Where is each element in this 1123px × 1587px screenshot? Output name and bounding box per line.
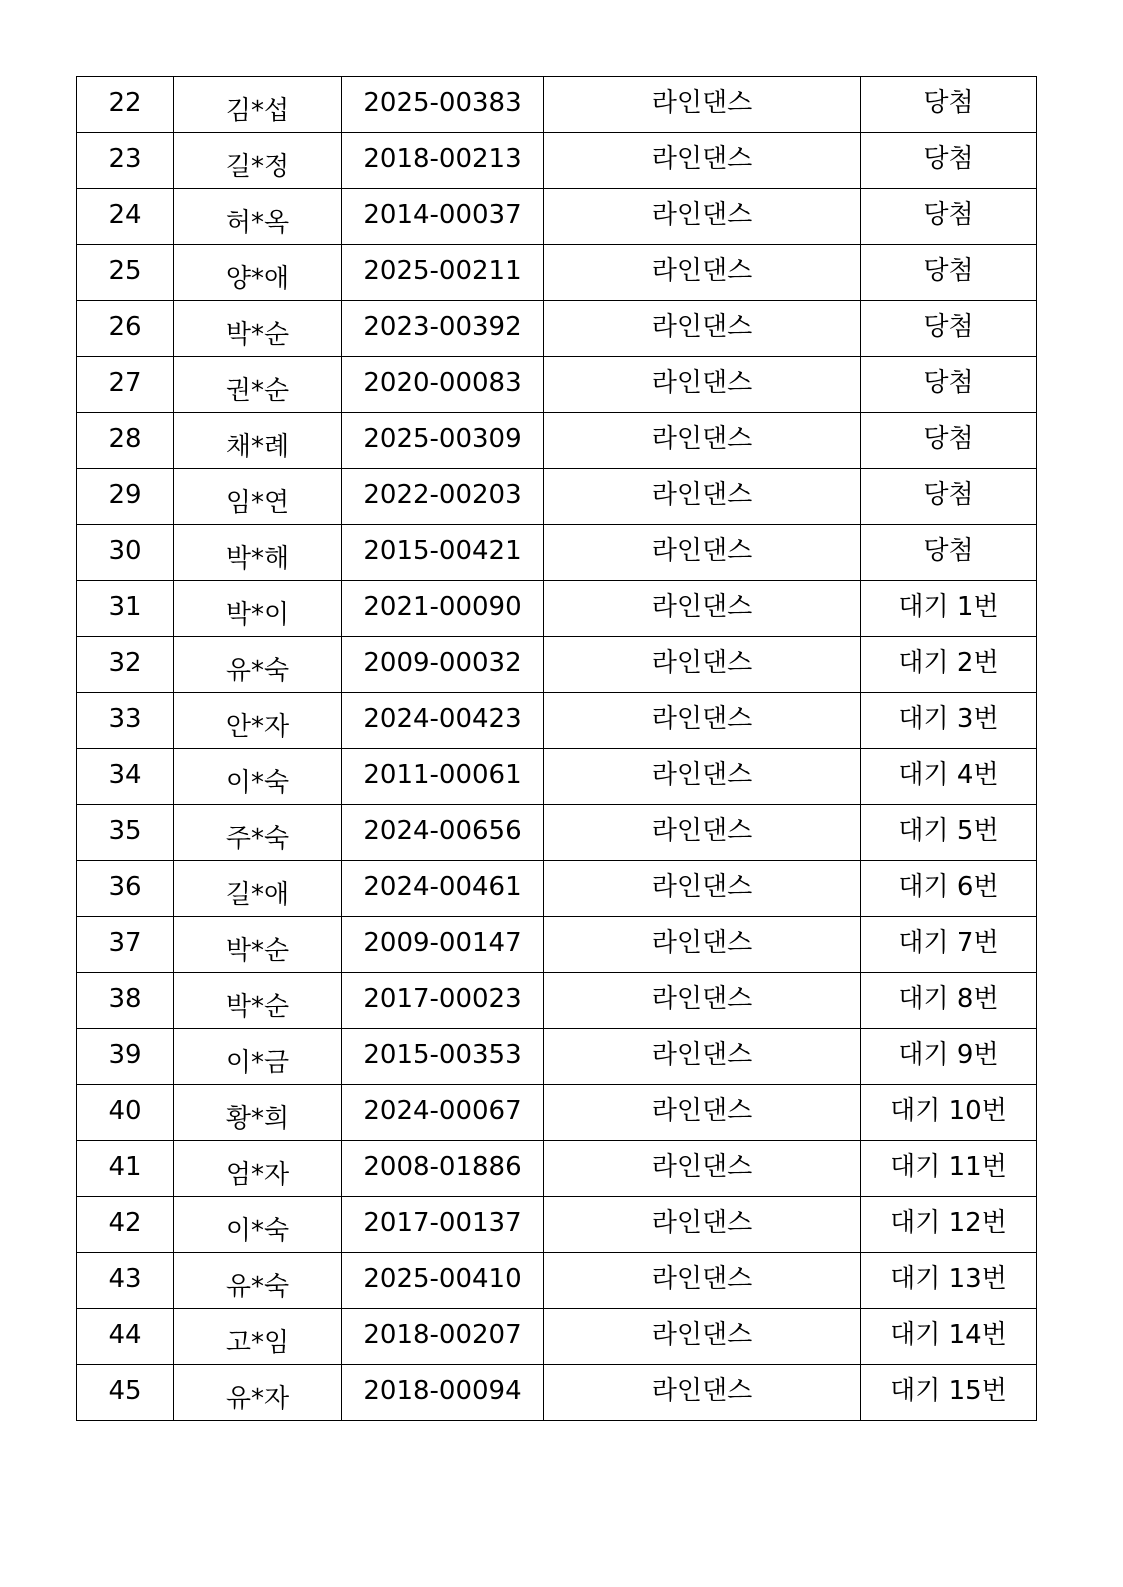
applicant-name-cell [174, 973, 342, 1029]
member-id-cell [342, 693, 544, 749]
program-name-text: 라인댄스 [651, 983, 753, 1014]
member-id-cell [342, 189, 544, 245]
applicant-name-text: 이*금 [225, 1047, 290, 1078]
applicant-name-cell [174, 1253, 342, 1309]
row-number-cell [77, 973, 174, 1029]
applicant-name-cell [174, 189, 342, 245]
program-name-cell [544, 525, 861, 581]
row-number-cell [77, 357, 174, 413]
program-name-text: 라인댄스 [651, 423, 753, 454]
result-status-cell [861, 1253, 1037, 1309]
result-status-text: 당첨 [923, 535, 974, 566]
applicant-name-cell [174, 1029, 342, 1085]
program-name-cell [544, 189, 861, 245]
member-id-text: 2025-00383 [363, 87, 522, 118]
result-status-text: 당첨 [923, 199, 974, 230]
result-status-cell [861, 1029, 1037, 1085]
member-id-text: 2024-00423 [363, 703, 522, 734]
row-number-cell [77, 525, 174, 581]
row-number-cell [77, 861, 174, 917]
result-status-cell [861, 1141, 1037, 1197]
result-table-body [77, 77, 1037, 1421]
result-status-cell [861, 973, 1037, 1029]
table-row [77, 245, 1037, 301]
result-status-cell [861, 469, 1037, 525]
member-id-cell [342, 861, 544, 917]
table-row [77, 469, 1037, 525]
program-name-text: 라인댄스 [651, 927, 753, 958]
applicant-name-text: 김*섭 [225, 95, 290, 126]
member-id-text: 2018-00213 [363, 143, 522, 174]
applicant-name-text: 권*순 [225, 375, 290, 406]
applicant-name-cell [174, 245, 342, 301]
result-status-text: 당첨 [923, 255, 974, 286]
result-status-cell [861, 1197, 1037, 1253]
member-id-cell [342, 77, 544, 133]
row-number-cell [77, 245, 174, 301]
program-name-cell [544, 469, 861, 525]
row-number-text: 33 [108, 703, 142, 734]
program-name-cell [544, 861, 861, 917]
row-number-text: 43 [108, 1263, 142, 1294]
applicant-name-cell [174, 637, 342, 693]
result-status-text: 대기 5번 [898, 815, 999, 846]
program-name-text: 라인댄스 [651, 815, 753, 846]
applicant-name-cell [174, 1141, 342, 1197]
row-number-cell [77, 301, 174, 357]
row-number-text: 29 [108, 479, 142, 510]
row-number-cell [77, 469, 174, 525]
member-id-text: 2011-00061 [363, 759, 522, 790]
result-status-text: 대기 15번 [890, 1375, 1007, 1406]
row-number-text: 38 [108, 983, 142, 1014]
member-id-text: 2018-00094 [363, 1375, 522, 1406]
row-number-cell [77, 413, 174, 469]
row-number-cell [77, 1141, 174, 1197]
applicant-name-text: 채*례 [225, 431, 290, 462]
member-id-cell [342, 637, 544, 693]
member-id-text: 2023-00392 [363, 311, 522, 342]
result-status-text: 대기 11번 [890, 1151, 1007, 1182]
member-id-text: 2014-00037 [363, 199, 522, 230]
applicant-name-cell [174, 469, 342, 525]
row-number-text: 45 [108, 1375, 142, 1406]
member-id-text: 2021-00090 [363, 591, 522, 622]
result-status-cell [861, 357, 1037, 413]
result-status-text: 대기 12번 [890, 1207, 1007, 1238]
program-name-cell [544, 77, 861, 133]
program-name-cell [544, 1085, 861, 1141]
member-id-cell [342, 357, 544, 413]
applicant-name-text: 박*순 [225, 319, 290, 350]
applicant-name-cell [174, 525, 342, 581]
applicant-name-text: 고*임 [225, 1327, 290, 1358]
result-status-cell [861, 581, 1037, 637]
table-row [77, 1197, 1037, 1253]
member-id-cell [342, 917, 544, 973]
result-status-cell [861, 133, 1037, 189]
program-name-text: 라인댄스 [651, 1039, 753, 1070]
member-id-cell [342, 1141, 544, 1197]
result-status-text: 당첨 [923, 143, 974, 174]
applicant-name-text: 박*해 [225, 543, 290, 574]
program-name-text: 라인댄스 [651, 1319, 753, 1350]
table-row [77, 413, 1037, 469]
program-name-cell [544, 301, 861, 357]
result-status-text: 당첨 [923, 479, 974, 510]
program-name-cell [544, 1365, 861, 1421]
table-row [77, 1253, 1037, 1309]
applicant-name-text: 길*정 [225, 151, 290, 182]
program-name-text: 라인댄스 [651, 647, 753, 678]
member-id-text: 2009-00032 [363, 647, 522, 678]
member-id-cell [342, 301, 544, 357]
applicant-name-cell [174, 133, 342, 189]
member-id-text: 2015-00353 [363, 1039, 522, 1070]
program-name-text: 라인댄스 [651, 871, 753, 902]
program-name-text: 라인댄스 [651, 1151, 753, 1182]
member-id-cell [342, 805, 544, 861]
member-id-cell [342, 1309, 544, 1365]
result-status-cell [861, 749, 1037, 805]
row-number-text: 28 [108, 423, 142, 454]
member-id-cell [342, 1085, 544, 1141]
member-id-text: 2017-00023 [363, 983, 522, 1014]
program-name-cell [544, 973, 861, 1029]
table-row [77, 1365, 1037, 1421]
member-id-cell [342, 973, 544, 1029]
applicant-name-cell [174, 917, 342, 973]
member-id-cell [342, 1197, 544, 1253]
program-name-text: 라인댄스 [651, 479, 753, 510]
table-row [77, 581, 1037, 637]
applicant-name-text: 박*순 [225, 991, 290, 1022]
result-status-cell [861, 1085, 1037, 1141]
member-id-cell [342, 1029, 544, 1085]
applicant-name-cell [174, 1309, 342, 1365]
member-id-cell [342, 749, 544, 805]
row-number-text: 42 [108, 1207, 142, 1238]
applicant-name-cell [174, 1365, 342, 1421]
result-status-cell [861, 413, 1037, 469]
member-id-cell [342, 1253, 544, 1309]
member-id-cell [342, 525, 544, 581]
row-number-text: 32 [108, 647, 142, 678]
result-status-text: 대기 1번 [898, 591, 999, 622]
program-name-cell [544, 805, 861, 861]
result-status-text: 대기 3번 [898, 703, 999, 734]
table-row [77, 133, 1037, 189]
applicant-name-text: 이*숙 [225, 1215, 290, 1246]
program-name-cell [544, 413, 861, 469]
program-name-text: 라인댄스 [651, 591, 753, 622]
member-id-cell [342, 245, 544, 301]
member-id-text: 2009-00147 [363, 927, 522, 958]
table-row [77, 301, 1037, 357]
table-row [77, 805, 1037, 861]
member-id-text: 2022-00203 [363, 479, 522, 510]
member-id-cell [342, 413, 544, 469]
program-name-cell [544, 581, 861, 637]
table-row [77, 749, 1037, 805]
program-name-text: 라인댄스 [651, 311, 753, 342]
member-id-text: 2020-00083 [363, 367, 522, 398]
table-row [77, 1309, 1037, 1365]
row-number-cell [77, 1253, 174, 1309]
row-number-cell [77, 1365, 174, 1421]
result-status-text: 대기 10번 [890, 1095, 1007, 1126]
applicant-name-cell [174, 805, 342, 861]
row-number-text: 36 [108, 871, 142, 902]
table-row [77, 973, 1037, 1029]
table-row [77, 357, 1037, 413]
result-status-cell [861, 861, 1037, 917]
member-id-text: 2024-00067 [363, 1095, 522, 1126]
result-status-cell [861, 301, 1037, 357]
applicant-name-text: 안*자 [225, 711, 290, 742]
result-status-cell [861, 693, 1037, 749]
applicant-name-text: 임*연 [225, 487, 290, 518]
result-status-text: 대기 7번 [898, 927, 999, 958]
result-status-text: 대기 2번 [898, 647, 999, 678]
program-name-text: 라인댄스 [651, 703, 753, 734]
program-name-cell [544, 637, 861, 693]
row-number-cell [77, 637, 174, 693]
result-status-text: 당첨 [923, 367, 974, 398]
program-name-text: 라인댄스 [651, 1207, 753, 1238]
row-number-text: 26 [108, 311, 142, 342]
table-row [77, 637, 1037, 693]
table-row [77, 1085, 1037, 1141]
row-number-cell [77, 805, 174, 861]
member-id-text: 2025-00410 [363, 1263, 522, 1294]
result-status-text: 대기 14번 [890, 1319, 1007, 1350]
applicant-name-text: 길*애 [225, 879, 290, 910]
row-number-text: 22 [108, 87, 142, 118]
row-number-text: 34 [108, 759, 142, 790]
row-number-text: 30 [108, 535, 142, 566]
row-number-cell [77, 133, 174, 189]
table-row [77, 189, 1037, 245]
row-number-text: 37 [108, 927, 142, 958]
row-number-text: 25 [108, 255, 142, 286]
row-number-text: 31 [108, 591, 142, 622]
result-status-cell [861, 637, 1037, 693]
row-number-text: 41 [108, 1151, 142, 1182]
result-status-cell [861, 1365, 1037, 1421]
program-name-text: 라인댄스 [651, 759, 753, 790]
row-number-cell [77, 1085, 174, 1141]
row-number-text: 27 [108, 367, 142, 398]
applicant-name-cell [174, 413, 342, 469]
row-number-cell [77, 1197, 174, 1253]
applicant-name-cell [174, 581, 342, 637]
row-number-text: 35 [108, 815, 142, 846]
applicant-name-cell [174, 301, 342, 357]
result-status-cell [861, 1309, 1037, 1365]
applicant-name-text: 이*숙 [225, 767, 290, 798]
table-row [77, 861, 1037, 917]
table-row [77, 77, 1037, 133]
applicant-name-text: 황*희 [225, 1103, 290, 1134]
result-status-text: 대기 6번 [898, 871, 999, 902]
row-number-cell [77, 917, 174, 973]
table-row [77, 525, 1037, 581]
applicant-name-text: 박*순 [225, 935, 290, 966]
applicant-name-text: 주*숙 [225, 823, 290, 854]
program-name-cell [544, 1309, 861, 1365]
program-name-cell [544, 357, 861, 413]
table-row [77, 693, 1037, 749]
row-number-cell [77, 1029, 174, 1085]
row-number-text: 24 [108, 199, 142, 230]
program-name-cell [544, 1253, 861, 1309]
program-name-cell [544, 749, 861, 805]
applicant-name-text: 엄*자 [225, 1159, 290, 1190]
program-name-text: 라인댄스 [651, 367, 753, 398]
applicant-name-text: 유*자 [225, 1383, 290, 1414]
applicant-name-cell [174, 861, 342, 917]
row-number-cell [77, 749, 174, 805]
program-name-cell [544, 1141, 861, 1197]
result-status-text: 대기 9번 [898, 1039, 999, 1070]
table-row [77, 917, 1037, 973]
result-status-cell [861, 189, 1037, 245]
result-status-cell [861, 917, 1037, 973]
result-status-cell [861, 805, 1037, 861]
program-name-text: 라인댄스 [651, 199, 753, 230]
row-number-cell [77, 693, 174, 749]
applicant-name-text: 유*숙 [225, 655, 290, 686]
applicant-name-text: 박*이 [225, 599, 290, 630]
lottery-result-table [76, 76, 1037, 1421]
row-number-text: 39 [108, 1039, 142, 1070]
member-id-text: 2018-00207 [363, 1319, 522, 1350]
member-id-cell [342, 469, 544, 525]
applicant-name-cell [174, 357, 342, 413]
program-name-text: 라인댄스 [651, 1095, 753, 1126]
table-row [77, 1141, 1037, 1197]
program-name-cell [544, 693, 861, 749]
row-number-cell [77, 581, 174, 637]
result-status-text: 당첨 [923, 423, 974, 454]
result-status-cell [861, 525, 1037, 581]
program-name-text: 라인댄스 [651, 535, 753, 566]
applicant-name-cell [174, 1197, 342, 1253]
applicant-name-cell [174, 693, 342, 749]
result-status-text: 당첨 [923, 311, 974, 342]
member-id-text: 2025-00211 [363, 255, 522, 286]
applicant-name-cell [174, 1085, 342, 1141]
applicant-name-text: 양*애 [225, 263, 290, 294]
program-name-text: 라인댄스 [651, 1375, 753, 1406]
program-name-cell [544, 917, 861, 973]
program-name-cell [544, 1197, 861, 1253]
program-name-cell [544, 133, 861, 189]
row-number-cell [77, 1309, 174, 1365]
applicant-name-text: 유*숙 [225, 1271, 290, 1302]
member-id-text: 2015-00421 [363, 535, 522, 566]
result-status-text: 당첨 [923, 87, 974, 118]
program-name-cell [544, 1029, 861, 1085]
result-status-cell [861, 245, 1037, 301]
member-id-text: 2017-00137 [363, 1207, 522, 1238]
result-status-text: 대기 13번 [890, 1263, 1007, 1294]
program-name-text: 라인댄스 [651, 1263, 753, 1294]
row-number-text: 23 [108, 143, 142, 174]
member-id-cell [342, 581, 544, 637]
applicant-name-text: 허*옥 [225, 207, 290, 238]
applicant-name-cell [174, 749, 342, 805]
member-id-text: 2008-01886 [363, 1151, 522, 1182]
row-number-text: 40 [108, 1095, 142, 1126]
member-id-text: 2025-00309 [363, 423, 522, 454]
table-row [77, 1029, 1037, 1085]
member-id-cell [342, 133, 544, 189]
program-name-cell [544, 245, 861, 301]
member-id-cell [342, 1365, 544, 1421]
program-name-text: 라인댄스 [651, 255, 753, 286]
applicant-name-cell [174, 77, 342, 133]
row-number-cell [77, 77, 174, 133]
program-name-text: 라인댄스 [651, 143, 753, 174]
result-status-cell [861, 77, 1037, 133]
member-id-text: 2024-00656 [363, 815, 522, 846]
row-number-text: 44 [108, 1319, 142, 1350]
result-status-text: 대기 8번 [898, 983, 999, 1014]
member-id-text: 2024-00461 [363, 871, 522, 902]
row-number-cell [77, 189, 174, 245]
program-name-text: 라인댄스 [651, 87, 753, 118]
result-status-text: 대기 4번 [898, 759, 999, 790]
